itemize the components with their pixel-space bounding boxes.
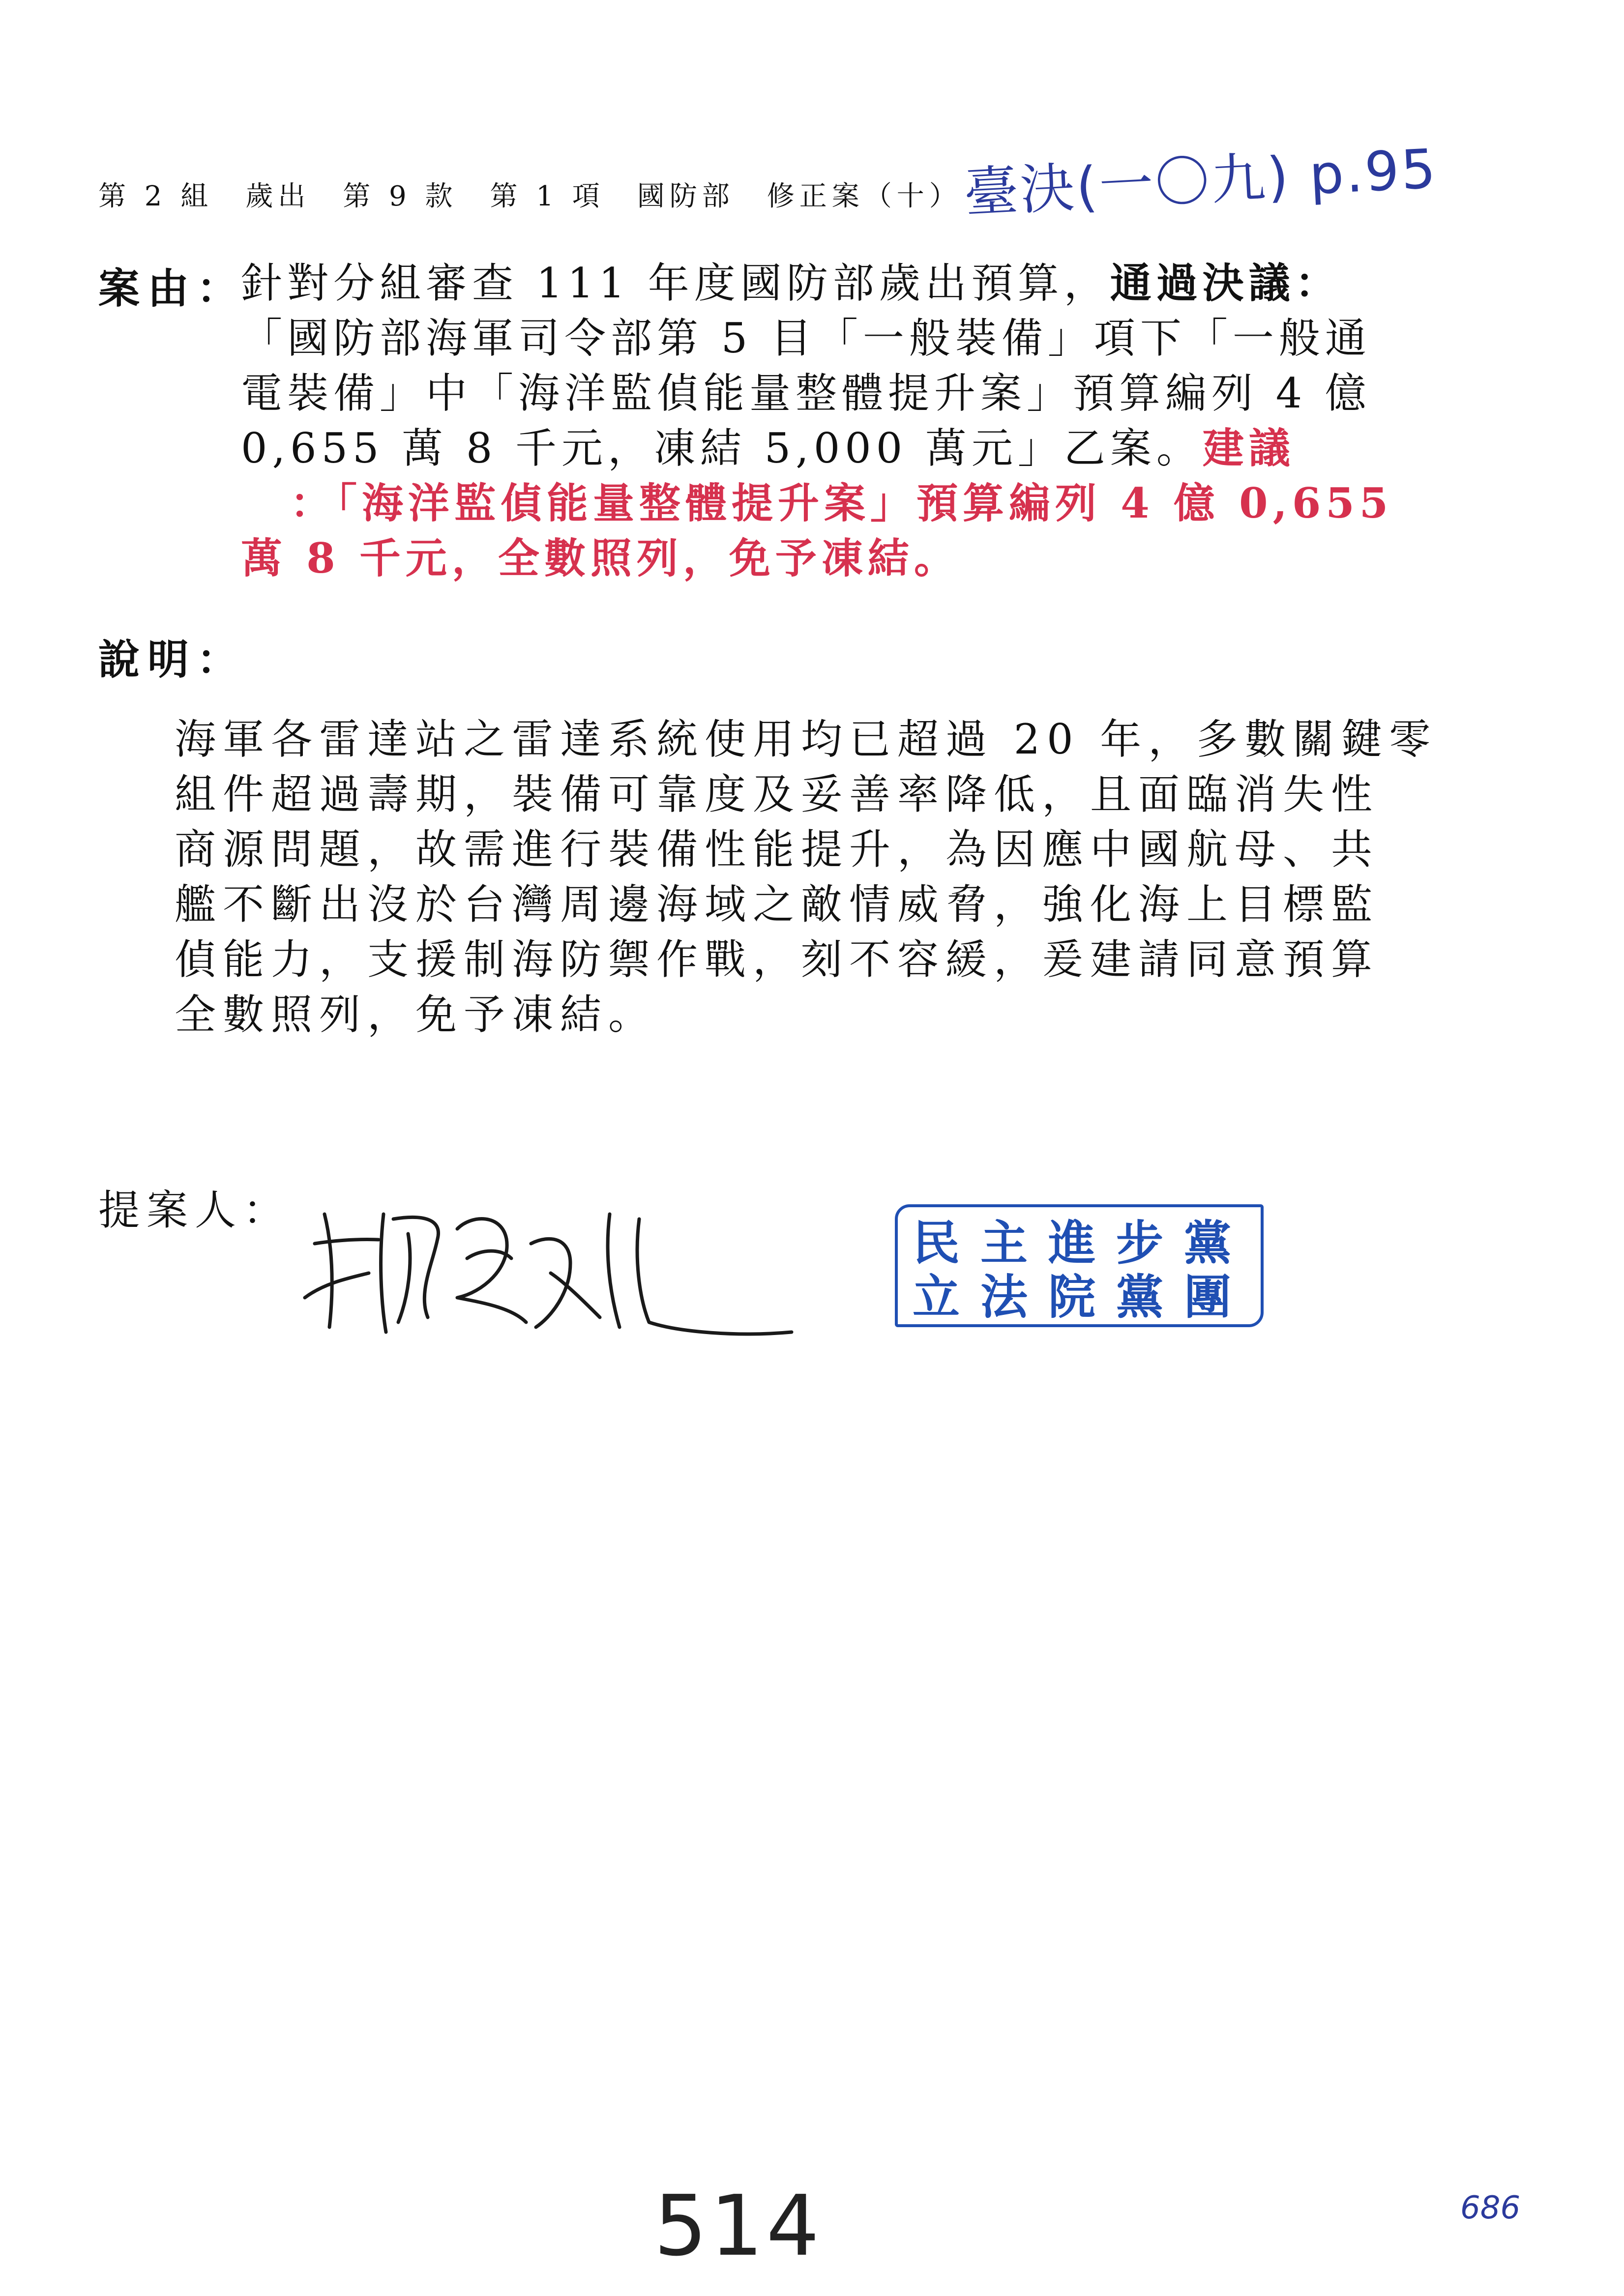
description-line: 偵能力，支援制海防禦作戰，刻不容緩，爰建請同意預算: [175, 935, 1380, 984]
case-line: 「國防部海軍司令部第 5 目「一般裝備」項下「一般通: [241, 314, 1371, 362]
suggestion-label: 建議: [1202, 424, 1295, 472]
case-first-line: [241, 256, 1387, 311]
description-body: [175, 712, 1438, 1042]
stamp-row-1: 民主進步黨: [913, 1216, 1252, 1271]
corner-number: 686: [1460, 2190, 1521, 2226]
stamp-row-2: 立法院黨團: [913, 1270, 1252, 1325]
case-line: 電裝備」中「海洋監偵能量整體提升案」預算編列 4 億: [241, 369, 1371, 417]
description-line: 海軍各雷達站之雷達系統使用均已超過 20 年，多數關鍵零: [175, 715, 1438, 763]
suggestion-line: 萬 8 千元，全數照列，免予凍結。: [241, 534, 960, 582]
case-label: 案由：: [98, 264, 246, 313]
resolution-label: 通過決議：: [1110, 259, 1341, 307]
description-line: 商源問題，故需進行裝備性能提升，為因應中國航母、共: [175, 825, 1380, 873]
case-intro: 針對分組審查 111 年度國防部歲出預算，: [241, 259, 1110, 307]
page-number: 514: [654, 2178, 823, 2275]
suggestion-line: ：「海洋監偵能量整體提升案」預算編列 4 億 0,655: [290, 479, 1393, 527]
handwritten-annotation: 臺決(一〇九) p.95: [962, 137, 1439, 225]
description-label: 說明：: [98, 635, 246, 684]
proposer-label: 提案人：: [98, 1186, 292, 1234]
case-line: 0,655 萬 8 千元，凍結 5,000 萬元」乙案。: [241, 424, 1203, 472]
description-line: 艦不斷出沒於台灣周邊海域之敵情威脅，強化海上目標監: [175, 880, 1380, 929]
document-header: 第 2 組 歲出 第 9 款 第 1 項 國防部 修正案（十）: [98, 180, 962, 212]
case-body: [241, 256, 1393, 586]
party-caucus-stamp: [895, 1204, 1264, 1327]
description-line: 全數照列，免予凍結。: [175, 990, 657, 1039]
case-line-last: [241, 421, 1387, 476]
handwritten-signature: [295, 1185, 797, 1352]
description-line: 組件超過壽期，裝備可靠度及妥善率降低，且面臨消失性: [175, 770, 1380, 818]
